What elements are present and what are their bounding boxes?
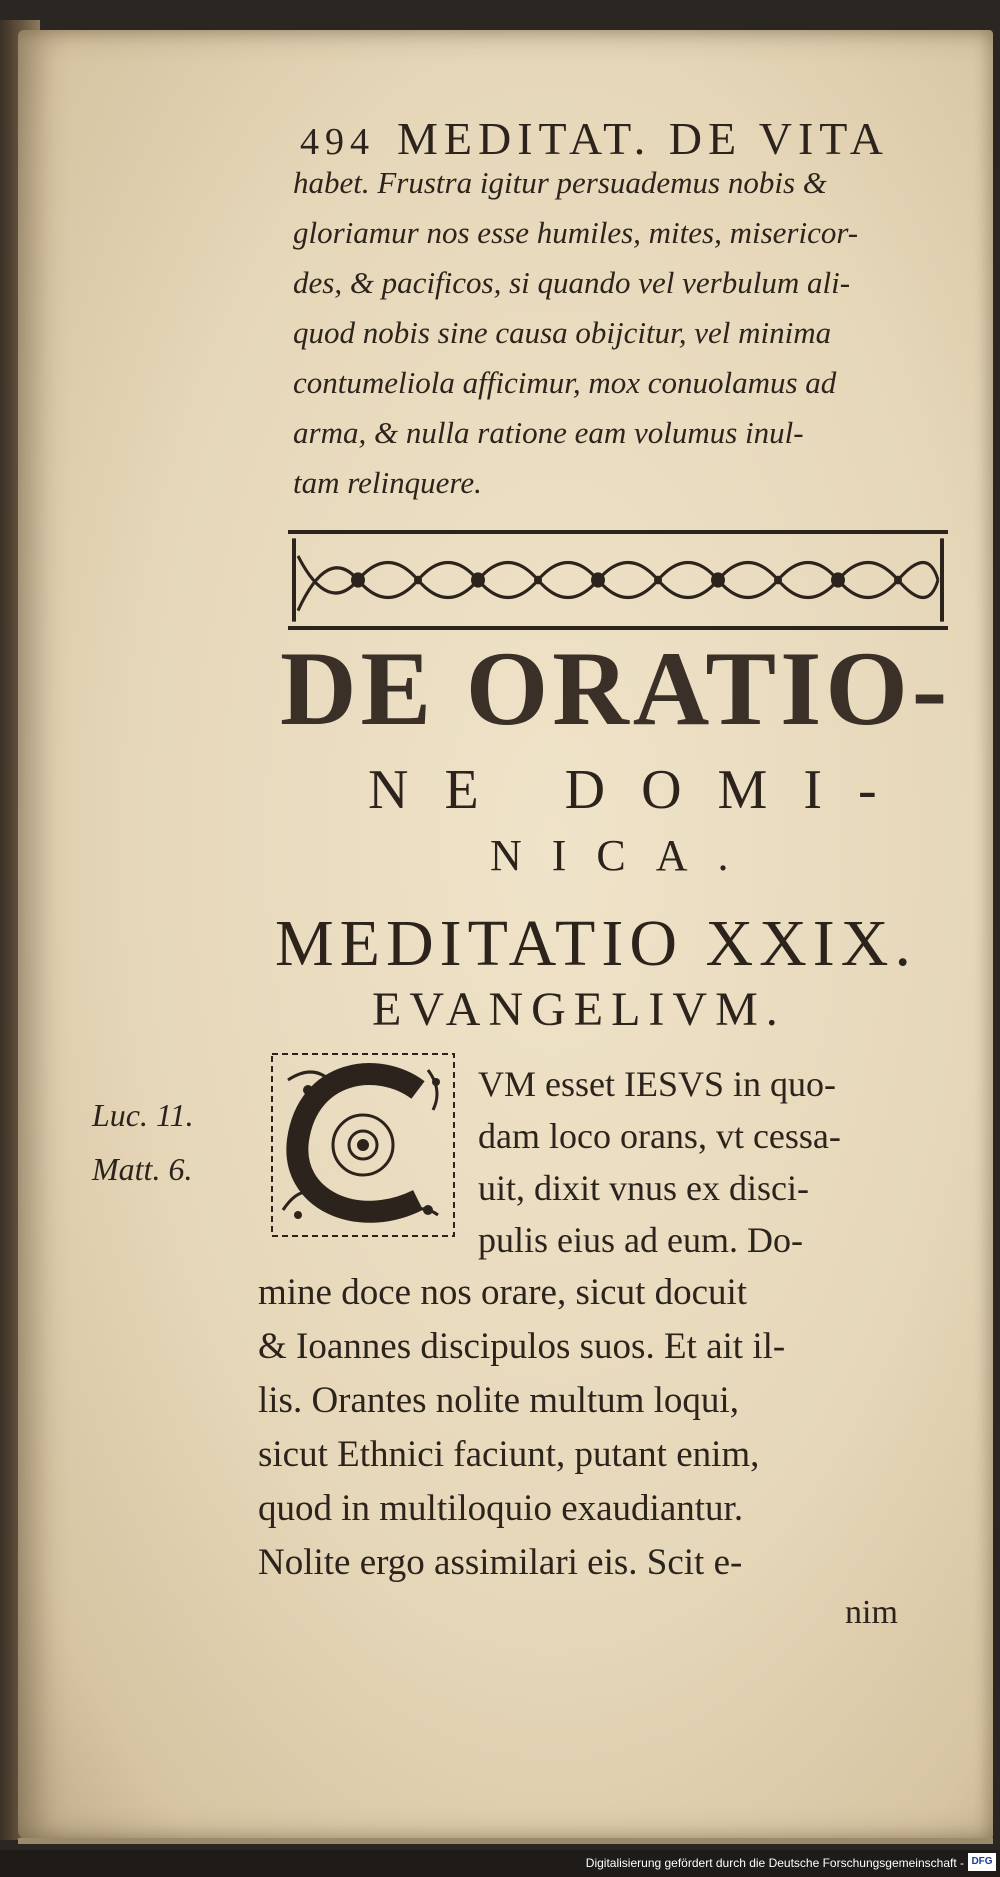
text-line: VM esset IESVS in quo-: [478, 1064, 836, 1104]
ornamental-headband: [288, 530, 948, 630]
text-line: tam relinquere.: [293, 465, 482, 500]
text-line: sicut Ethnici faciunt, putant enim,: [258, 1434, 760, 1475]
decorated-initial-icon: [268, 1050, 458, 1240]
marginal-reference: Luc. 11.: [92, 1097, 194, 1133]
chapter-title-line-3: NICA.: [490, 831, 759, 880]
text-line: dam loco orans, vt cessa-: [478, 1116, 841, 1156]
digitization-credit: Digitalisierung gefördert durch die Deutsche Forschungsgemeinschaft -: [585, 1856, 964, 1870]
chapter-title-line-1: DE ORATIO-: [280, 630, 952, 747]
text-line: quod nobis sine causa obijcitur, vel minima: [293, 315, 832, 350]
chapter-title-line-2: NE DOMI-: [368, 759, 913, 821]
text-line: lis. Orantes nolite multum loqui,: [258, 1380, 739, 1421]
text-line: contumeliola afficimur, mox conuolamus ad: [293, 365, 837, 400]
running-head-title: MEDITAT. DE VITA: [397, 113, 889, 164]
gospel-text-beside-initial: [478, 1058, 948, 1266]
marginal-reference: Matt. 6.: [92, 1151, 193, 1187]
gospel-heading: EVANGELIVM.: [372, 983, 786, 1036]
catchword: nim: [845, 1594, 898, 1631]
page-bottom-edge: [18, 1838, 993, 1844]
dfg-logo-icon: DFG: [968, 1853, 996, 1871]
text-line: des, & pacificos, si quando vel verbulum ali-: [293, 265, 851, 300]
text-line: mine doce nos orare, sicut docuit: [258, 1272, 748, 1313]
continuation-paragraph: [293, 158, 953, 508]
text-line: & Ioannes discipulos suos. Et ait il-: [258, 1326, 786, 1367]
text-line: Nolite ergo assimilari eis. Scit e-: [258, 1542, 743, 1583]
text-line: pulis eius ad eum. Do-: [478, 1220, 803, 1260]
gospel-text: [258, 1266, 958, 1590]
text-line: gloriamur nos esse humiles, mites, misericor-: [293, 215, 859, 250]
text-line: uit, dixit vnus ex disci-: [478, 1168, 809, 1208]
meditation-heading: MEDITATIO XXIX.: [275, 907, 917, 980]
text-line: quod in multiloquio exaudiantur.: [258, 1488, 744, 1529]
text-line: arma, & nulla ratione eam volumus inul-: [293, 415, 804, 450]
marginal-references: [92, 1088, 222, 1196]
text-line: habet. Frustra igitur persuademus nobis &: [293, 165, 827, 200]
page-number: 494: [300, 121, 375, 163]
